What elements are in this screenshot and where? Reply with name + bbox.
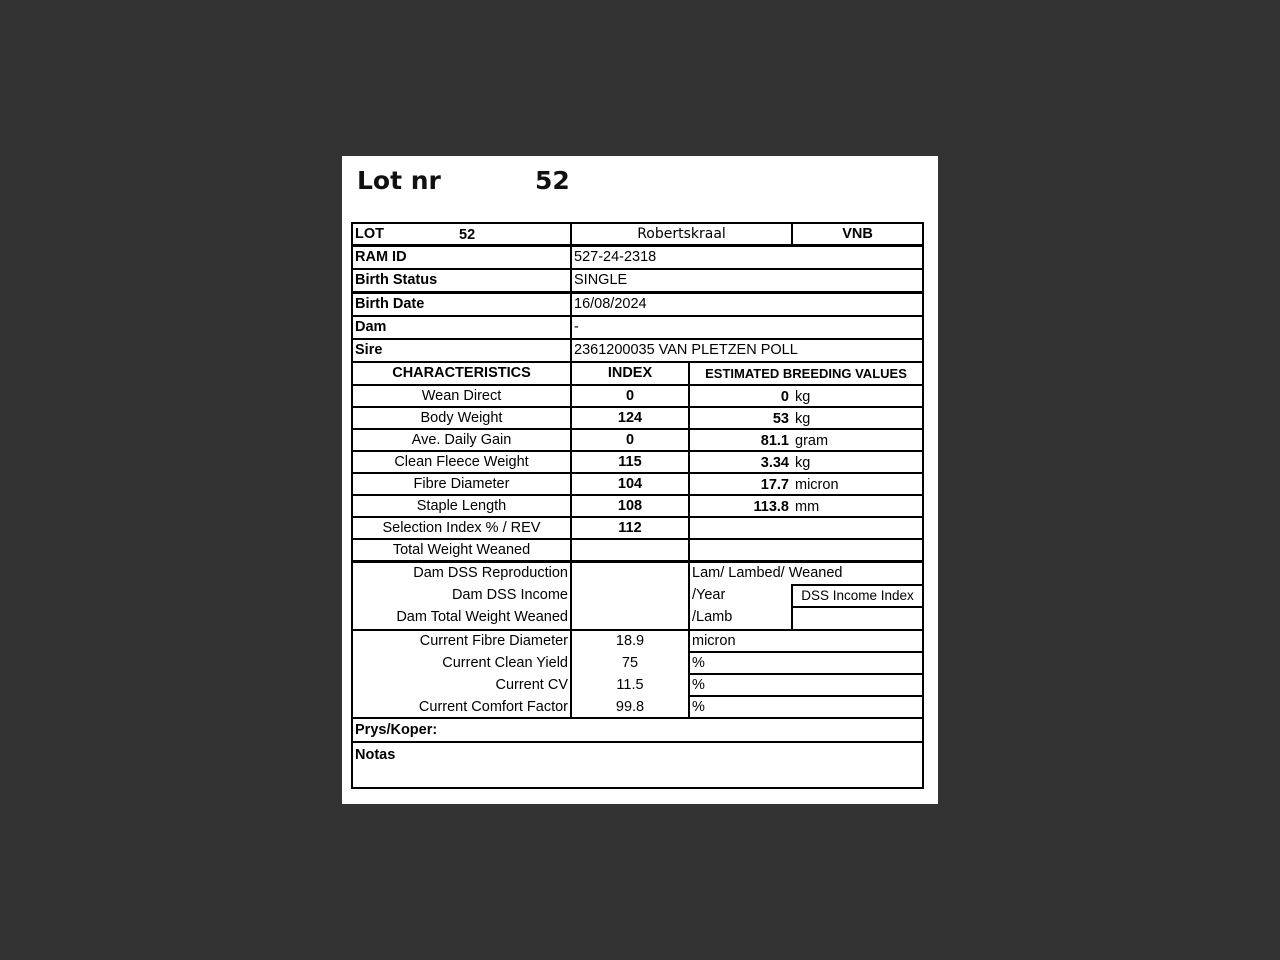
info-label: Birth Date — [351, 292, 572, 317]
dam-total-weight-unit: /Lamb — [692, 609, 733, 625]
dam-reproduction-unit: Lam/ Lambed/ Weaned — [692, 565, 843, 581]
trait-ebv: 3.34 — [760, 455, 789, 471]
trait-name: Total Weight Weaned — [351, 538, 572, 562]
info-value: 527-24-2318 — [570, 245, 924, 270]
trait-index — [570, 538, 690, 562]
trait-ebv: 0 — [780, 389, 789, 405]
info-label: Birth Status — [351, 268, 572, 293]
current-value: 18.9 — [615, 633, 645, 649]
notes-row: Notas — [351, 741, 924, 789]
dam-income-unit: /Year — [692, 587, 726, 603]
trait-unit: mm — [795, 499, 820, 515]
lot-nr-heading — [357, 166, 570, 195]
trait-name: Ave. Daily Gain — [351, 428, 572, 452]
trait-ebv-cell — [688, 406, 924, 430]
trait-index: 124 — [570, 406, 690, 430]
index-header: INDEX — [570, 361, 690, 386]
current-unit: micron — [688, 629, 924, 653]
trait-ebv-cell — [688, 472, 924, 496]
trait-ebv: 113.8 — [753, 499, 789, 515]
dss-income-index-value — [791, 606, 924, 631]
current-name: Current CV — [495, 677, 568, 693]
info-value: 16/08/2024 — [570, 292, 924, 317]
trait-unit: kg — [795, 389, 811, 405]
current-value: 11.5 — [616, 677, 644, 693]
characteristics-header: CHARACTERISTICS — [351, 361, 572, 386]
trait-ebv-cell — [688, 494, 924, 518]
trait-index: 115 — [570, 450, 690, 474]
dam-income-label: Dam DSS Income — [451, 587, 568, 603]
trait-unit: kg — [795, 411, 811, 427]
info-value: SINGLE — [570, 268, 924, 293]
trait-ebv: 53 — [772, 411, 789, 427]
lot-cell — [351, 222, 572, 246]
info-label: RAM ID — [351, 245, 572, 270]
trait-name: Body Weight — [351, 406, 572, 430]
price-buyer-row: Prys/Koper: — [351, 717, 924, 743]
trait-unit: gram — [795, 433, 829, 449]
code-cell: VNB — [791, 222, 924, 246]
current-value: 99.8 — [615, 699, 645, 715]
current-unit: % — [688, 651, 924, 675]
trait-ebv-cell — [688, 538, 924, 562]
trait-ebv-cell — [688, 450, 924, 474]
trait-ebv-cell — [688, 428, 924, 452]
lot-nr-label: Lot nr — [357, 166, 441, 195]
info-value: - — [570, 315, 924, 340]
dam-total-weight-label: Dam Total Weight Weaned — [396, 609, 568, 625]
dam-reproduction-label: Dam DSS Reproduction — [413, 565, 568, 581]
farm-cell: Robertskraal — [570, 222, 793, 246]
dss-income-index-label: DSS Income Index — [791, 584, 924, 608]
current-unit: % — [688, 673, 924, 697]
trait-index: 104 — [570, 472, 690, 496]
trait-name: Selection Index % / REV — [351, 516, 572, 540]
info-label: Dam — [351, 315, 572, 340]
info-label: Sire — [351, 338, 572, 363]
lot-label: LOT — [355, 225, 384, 242]
current-value: 75 — [621, 655, 639, 671]
trait-index: 0 — [570, 384, 690, 408]
current-unit: % — [688, 695, 924, 719]
trait-ebv: 81.1 — [760, 433, 789, 449]
trait-name: Wean Direct — [351, 384, 572, 408]
dam-values-box — [570, 561, 690, 631]
lot-nr-value: 52 — [535, 166, 570, 195]
trait-ebv-cell — [688, 516, 924, 540]
trait-index: 108 — [570, 494, 690, 518]
lot-value: 52 — [459, 227, 476, 243]
trait-unit: micron — [795, 477, 839, 493]
trait-name: Staple Length — [351, 494, 572, 518]
ebv-header: ESTIMATED BREEDING VALUES — [688, 361, 924, 386]
current-name: Current Clean Yield — [442, 655, 568, 671]
trait-name: Fibre Diameter — [351, 472, 572, 496]
trait-ebv: 17.7 — [760, 477, 789, 493]
current-name: Current Fibre Diameter — [419, 633, 568, 649]
trait-name: Clean Fleece Weight — [351, 450, 572, 474]
trait-ebv-cell — [688, 384, 924, 408]
trait-index: 0 — [570, 428, 690, 452]
trait-index: 112 — [570, 516, 690, 540]
trait-unit: kg — [795, 455, 811, 471]
current-name: Current Comfort Factor — [418, 699, 568, 715]
info-value: 2361200035 VAN PLETZEN POLL — [570, 338, 924, 363]
